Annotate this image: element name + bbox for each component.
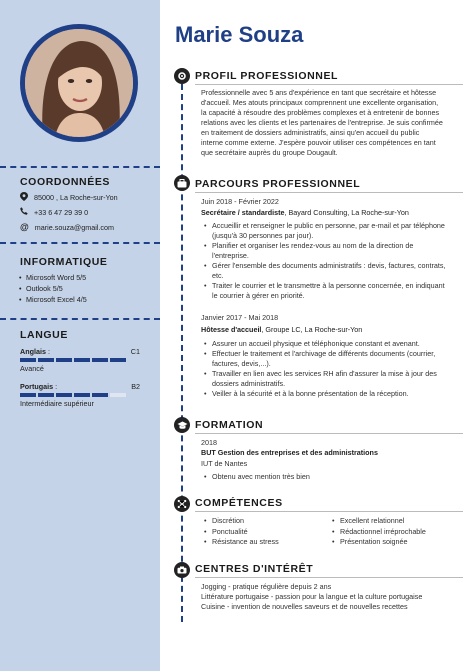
language-name: Portugais bbox=[20, 382, 54, 391]
language-bar-segment bbox=[20, 358, 36, 362]
list-item: • Gérer l'ensemble des documents administratifs : devis, factures, contrats, bbox=[212, 261, 462, 271]
language-bar-segment bbox=[92, 358, 108, 362]
phone-text: +33 6 47 29 39 0 bbox=[34, 207, 89, 217]
formation-title: FORMATION bbox=[195, 419, 264, 431]
section-rule bbox=[195, 433, 463, 434]
formation-school: IUT de Nantes bbox=[201, 459, 248, 468]
job-heading bbox=[201, 208, 409, 217]
formation-degree: BUT Gestion des entreprises et des administrations bbox=[201, 448, 378, 457]
language-bar-segment bbox=[74, 393, 90, 397]
list-item: • Excellent relationnel bbox=[340, 516, 426, 527]
list-item: • Rédactionnel irréprochable bbox=[340, 527, 426, 538]
job-company: , Groupe LC, La Roche-sur-Yon bbox=[261, 325, 363, 334]
formation-bullets bbox=[212, 472, 462, 482]
job-date: Juin 2018 - Février 2022 bbox=[201, 197, 279, 206]
interets-text: Jogging - pratique régulière depuis 2 ans Littérature portugaise - passion pour la langue et la culture portugaise Cuisine - invention de nouvelles saveurs et de nouvelles recettes bbox=[201, 582, 423, 611]
language-bar-segment bbox=[92, 393, 108, 397]
profile-photo-frame bbox=[20, 24, 138, 142]
skill-item: • Microsoft Word 5/5 bbox=[26, 273, 86, 282]
job-date: Janvier 2017 - Mai 2018 bbox=[201, 313, 279, 322]
formation-year: 2018 bbox=[201, 438, 217, 447]
list-item: • Obtenu avec mention très bien bbox=[212, 472, 462, 482]
sidebar bbox=[0, 0, 160, 671]
address-text: 85000 , La Roche-sur-Yon bbox=[34, 193, 118, 202]
language-bar-segment bbox=[110, 358, 126, 362]
list-item: • Présentation soignée bbox=[340, 537, 426, 548]
graduation-cap-icon bbox=[174, 417, 190, 433]
job-role: Hôtesse d'accueil bbox=[201, 325, 262, 334]
list-item: • Accueillir et renseigner le public en personne, par e-mail et par téléphone bbox=[212, 221, 462, 231]
language-level-code: B2 bbox=[131, 382, 140, 391]
briefcase-icon bbox=[174, 175, 190, 191]
language-bar bbox=[20, 358, 126, 362]
camera-icon bbox=[174, 562, 190, 578]
interets-title: CENTRES D'INTÉRÊT bbox=[195, 563, 314, 575]
list-item: • Effectuer le traitement et l'archivage de différents documents (courrier, bbox=[212, 349, 462, 359]
list-item-cont: le courrier à gérer en priorité. bbox=[212, 291, 305, 300]
job-role: Secrétaire / standardiste bbox=[201, 208, 285, 217]
sidebar-divider bbox=[0, 166, 160, 168]
competences-right bbox=[340, 516, 426, 548]
section-rule bbox=[195, 84, 463, 85]
job-bullets bbox=[212, 339, 462, 399]
language-bar-segment bbox=[56, 393, 72, 397]
language-bar bbox=[20, 393, 126, 397]
language-bar-segment bbox=[38, 358, 54, 362]
profil-text: Professionnelle avec 5 ans d'expérience en tant que secrétaire et hôtesse d'accueil. Mes atouts principaux comprennent une excellente organisation, la capacité à résoudre des problèmes complexes et à entretenir de bonnes relations avec les clients et les partenaires de l'entreprise. Je suis confirmée en traitement de dossiers administratifs, ainsi qu'en accueil du public interne comme externe. J'espère pouvoir utiliser ces compétences en tant que secrétaire auprès du groupe Dougault. bbox=[201, 88, 443, 157]
profil-title: PROFIL PROFESSIONNEL bbox=[195, 70, 339, 82]
skill-item: • Outlook 5/5 bbox=[26, 284, 63, 293]
parcours-title: PARCOURS PROFESSIONNEL bbox=[195, 178, 361, 190]
coordonnees-title: COORDONNÉES bbox=[20, 176, 111, 188]
address-line bbox=[20, 192, 118, 203]
language-row-portugais: Portugais : B2 bbox=[20, 382, 140, 391]
language-bar-segment bbox=[110, 393, 126, 397]
language-name: Anglais bbox=[20, 347, 46, 356]
competences-title: COMPÉTENCES bbox=[195, 497, 283, 509]
language-bar-segment bbox=[20, 393, 36, 397]
list-item-cont: etc. bbox=[212, 271, 224, 280]
language-level-code: C1 bbox=[130, 347, 140, 356]
at-sign-icon: @ bbox=[20, 222, 29, 232]
sidebar-divider bbox=[0, 318, 160, 320]
timeline-line bbox=[181, 84, 183, 622]
section-rule bbox=[195, 511, 463, 512]
skill-item: • Microsoft Excel 4/5 bbox=[26, 295, 87, 304]
network-icon bbox=[174, 496, 190, 512]
list-item: • Ponctualité bbox=[212, 527, 279, 538]
list-item: • Veiller à la sécurité et à la bonne présentation de la réception. bbox=[212, 389, 462, 399]
phone-icon bbox=[20, 207, 28, 217]
sidebar-divider bbox=[0, 242, 160, 244]
gear-icon bbox=[174, 68, 190, 84]
list-item-cont: (jusqu'à 30 personnes par jour). bbox=[212, 231, 314, 240]
profile-photo bbox=[25, 29, 133, 137]
job-bullets bbox=[212, 221, 462, 301]
list-item: • Traiter le courrier et le transmettre à la personne concernée, en indiquant bbox=[212, 281, 462, 291]
informatique-title: INFORMATIQUE bbox=[20, 256, 108, 268]
language-level: Avancé bbox=[20, 364, 44, 373]
language-bar-segment bbox=[74, 358, 90, 362]
candidate-name: Marie Souza bbox=[175, 22, 304, 47]
competences-left bbox=[212, 516, 279, 548]
job-heading bbox=[201, 325, 362, 334]
language-row-anglais: Anglais : C1 bbox=[20, 347, 140, 356]
language-level: Intermédiaire supérieur bbox=[20, 399, 94, 408]
list-item: • Travailler en lien avec les services RH afin d'assurer la mise à jour des bbox=[212, 369, 462, 379]
section-rule bbox=[195, 577, 463, 578]
langue-title: LANGUE bbox=[20, 329, 68, 341]
section-rule bbox=[195, 192, 463, 193]
email-line[interactable] bbox=[20, 222, 114, 232]
list-item-cont: l'entreprise. bbox=[212, 251, 249, 260]
email-text[interactable]: marie.souza@gmail.com bbox=[34, 222, 114, 232]
language-bar-segment bbox=[56, 358, 72, 362]
location-pin-icon bbox=[20, 192, 28, 203]
language-bar-segment bbox=[38, 393, 54, 397]
phone-line bbox=[20, 207, 88, 217]
job-company: , Bayard Consulting, La Roche-sur-Yon bbox=[284, 208, 409, 217]
list-item: • Assurer un accueil physique et téléphonique constant et avenant. bbox=[212, 339, 462, 349]
list-item: • Résistance au stress bbox=[212, 537, 279, 548]
list-item: • Planifier et organiser les rendez-vous au nom de la direction de bbox=[212, 241, 462, 251]
list-item-cont: dossiers administratifs. bbox=[212, 379, 286, 388]
list-item: • Discrétion bbox=[212, 516, 279, 527]
list-item-cont: factures, devis,...). bbox=[212, 359, 271, 368]
